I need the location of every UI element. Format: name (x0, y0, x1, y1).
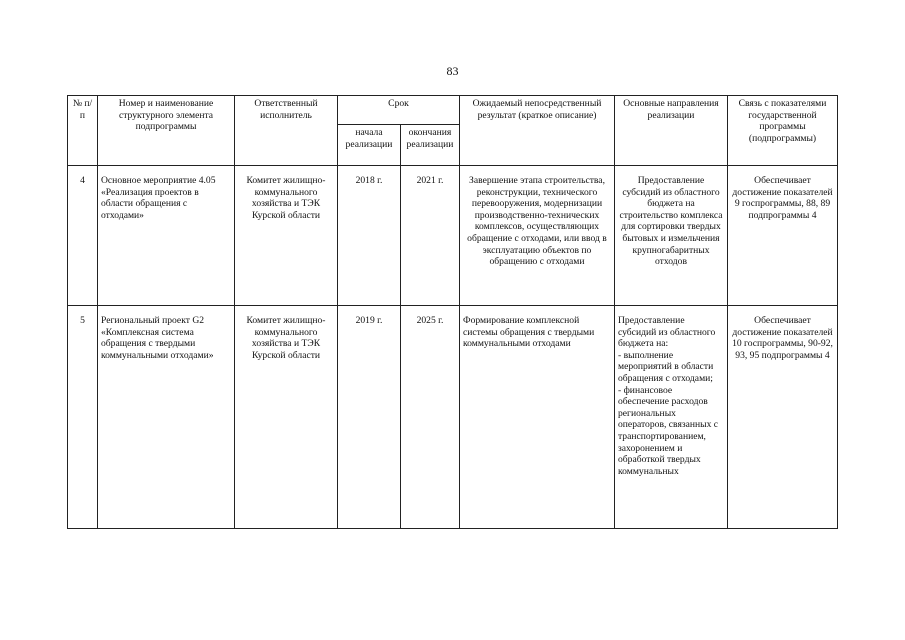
header-directions: Основные направления реализации (615, 96, 728, 166)
header-num: № п/п (68, 96, 98, 166)
directions-head: Предоставление субсидий из областного бюджета на: (618, 315, 716, 350)
cell-directions: Предоставление субсидий из областного бюджета на строительство комплекса для сортировки твердых бытовых и измельчения крупногабаритных отходов (615, 166, 728, 306)
cell-num: 4 (68, 166, 98, 306)
cell-responsible: Комитет жилищно-коммунального хозяйства и ТЭК Курской области (235, 306, 338, 529)
cell-name: Основное мероприятие 4.05 «Реализация проектов в области обращения с отходами» (98, 166, 235, 306)
cell-num: 5 (68, 306, 98, 529)
cell-end: 2021 г. (401, 166, 460, 306)
header-term: Срок (338, 96, 460, 125)
table-header-row (68, 96, 838, 125)
table-row (68, 166, 838, 306)
cell-link: Обеспечивает достижение показателей 10 госпрограммы, 90-92, 93, 95 подпрограммы 4 (728, 306, 838, 529)
cell-end: 2025 г. (401, 306, 460, 529)
cell-responsible: Комитет жилищно-коммунального хозяйства и ТЭК Курской области (235, 166, 338, 306)
cell-result: Завершение этапа строительства, реконструкции, технического перевооружения, модернизации производственно-технических комплексов, осуществляющих обращение с отходами, или ввод в эксплуатацию объектов по обращению с отходами (460, 166, 615, 306)
cell-start: 2018 г. (338, 166, 401, 306)
header-link: Связь с показателями государственной программы (подпрограммы) (728, 96, 838, 166)
header-responsible: Ответственный исполнитель (235, 96, 338, 166)
directions-item: - выполнение мероприятий в области обращения с отходами; (618, 349, 714, 384)
cell-name: Региональный проект G2 «Комплексная система обращения с твердыми коммунальными отходами» (98, 306, 235, 529)
directions-item: - финансовое обеспечение расходов региональных операторов, связанных с транспортированием, захоронением и обработкой твердых коммунальных (618, 384, 719, 477)
cell-directions (615, 306, 728, 529)
page-number: 83 (446, 64, 459, 78)
header-name: Номер и наименование структурного элемента подпрограммы (98, 96, 235, 166)
cell-start: 2019 г. (338, 306, 401, 529)
cell-result: Формирование комплексной системы обращения с твердыми коммунальными отходами (460, 306, 615, 529)
header-term-start: начала реализации (338, 125, 401, 166)
program-table (67, 95, 838, 529)
header-result: Ожидаемый непосредственный результат (краткое описание) (460, 96, 615, 166)
cell-link: Обеспечивает достижение показателей 9 госпрограммы, 88, 89 подпрограммы 4 (728, 166, 838, 306)
table-row (68, 306, 838, 529)
header-term-end: окончания реализации (401, 125, 460, 166)
